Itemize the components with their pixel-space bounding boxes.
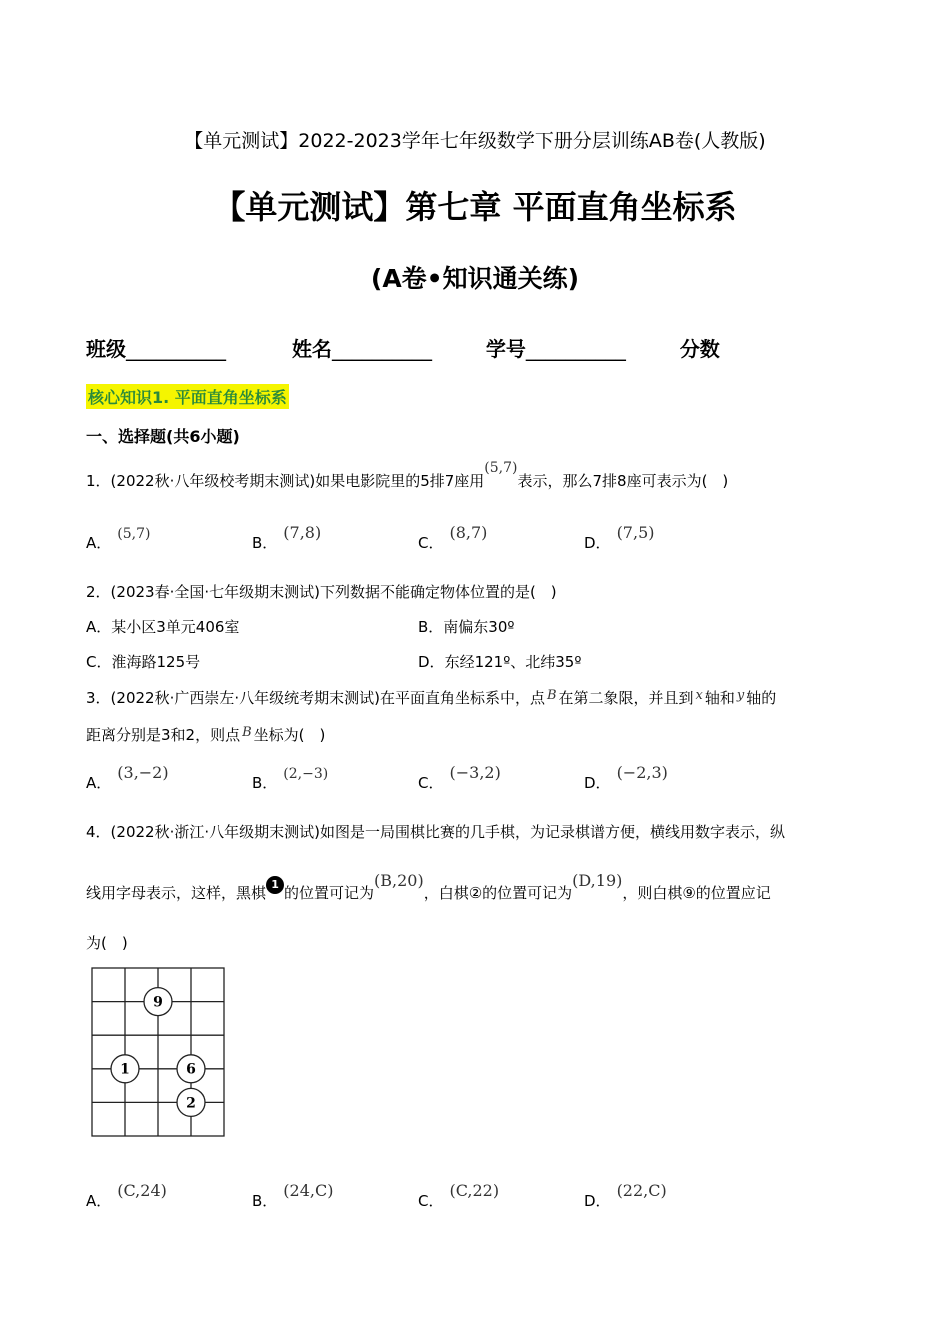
q4-option-d[interactable]: D．(22,C)	[584, 1181, 667, 1210]
white-stone-6	[177, 1055, 205, 1083]
subtitle: (A卷•知识通关练)	[370, 264, 580, 293]
name-blank[interactable]: __________	[331, 337, 432, 361]
q3-option-a[interactable]: A．(3,−2)	[86, 763, 169, 792]
q4-option-b[interactable]: B．(24,C)	[252, 1181, 334, 1210]
svg-text:9: 9	[153, 994, 163, 1011]
q1-option-d[interactable]: D．(7,5)	[584, 523, 655, 552]
question-4-line2: 线用字母表示，这样，黑棋 1 的位置可记为(B,20)，白棋②的位置可记为(D,19)，则白棋⑨的位置应记	[86, 871, 771, 902]
name-label: 姓名	[291, 337, 332, 361]
svg-text:2: 2	[186, 1095, 196, 1112]
q3-option-b[interactable]: B． (2,−3)	[252, 766, 329, 792]
score-label: 分数	[679, 337, 720, 361]
part-title: 一、选择题(共6小题)	[86, 427, 240, 446]
q3-option-d[interactable]: D．(−2,3)	[584, 763, 668, 792]
q2-option-b[interactable]: B．南偏东30º	[418, 618, 515, 636]
question-3-line1: 3．(2022秋·广西崇左·八年级统考期末测试)在平面直角坐标系中，点 B 在第二象限，并且到 x 轴和 y 轴的	[86, 688, 777, 707]
svg-text:1: 1	[120, 1061, 130, 1078]
q2-option-d[interactable]: D．东经121º、北纬35º	[418, 653, 582, 671]
white-stone-9	[144, 988, 172, 1016]
main-title: 【单元测试】第七章 平面直角坐标系	[213, 188, 737, 226]
q1-option-c[interactable]: C．(8,7)	[418, 523, 488, 552]
go-board-figure	[88, 964, 230, 1140]
q2-option-c[interactable]: C．淮海路125号	[86, 653, 201, 671]
question-3-line2: 距离分别是3和2，则点 B 坐标为( )	[86, 725, 326, 744]
q3-option-c[interactable]: C．(−3,2)	[418, 763, 501, 792]
question-4-line3: 为( )	[86, 934, 128, 952]
class-blank[interactable]: __________	[126, 337, 226, 361]
question-4-line1: 4．(2022秋·浙江·八年级期末测试)如图是一局围棋比赛的几手棋，为记录棋谱方便，横线用数字表示，纵	[86, 823, 785, 841]
white-stone-2	[177, 1088, 205, 1116]
id-label: 学号	[485, 337, 526, 361]
q4-option-a[interactable]: A．(C,24)	[86, 1181, 167, 1210]
section-highlight: 核心知识1. 平面直角坐标系	[86, 384, 289, 409]
info-row	[86, 333, 720, 362]
series-title: 【单元测试】2022-2023学年七年级数学下册分层训练AB卷(人教版)	[184, 130, 766, 152]
svg-text:6: 6	[186, 1061, 196, 1078]
q1-option-b[interactable]: B．(7,8)	[252, 523, 322, 552]
black-stone-icon: 1	[266, 876, 284, 894]
black-stone-1	[111, 1055, 139, 1083]
question-1: 1．(2022秋·八年级校考期末测试)如果电影院里的5排7座用(5,7)表示，那么7排8座可表示为( )	[86, 460, 729, 490]
math-5-7: (5,7)	[484, 460, 518, 476]
q1-option-a[interactable]: A． (5,7)	[86, 526, 151, 552]
q2-option-a[interactable]: A．某小区3单元406室	[86, 618, 240, 636]
question-2: 2．(2023春·全国·七年级期末测试)下列数据不能确定物体位置的是( )	[86, 583, 557, 601]
id-blank[interactable]: __________	[525, 337, 626, 361]
q4-option-c[interactable]: C．(C,22)	[418, 1181, 500, 1210]
class-label: 班级	[86, 337, 126, 361]
